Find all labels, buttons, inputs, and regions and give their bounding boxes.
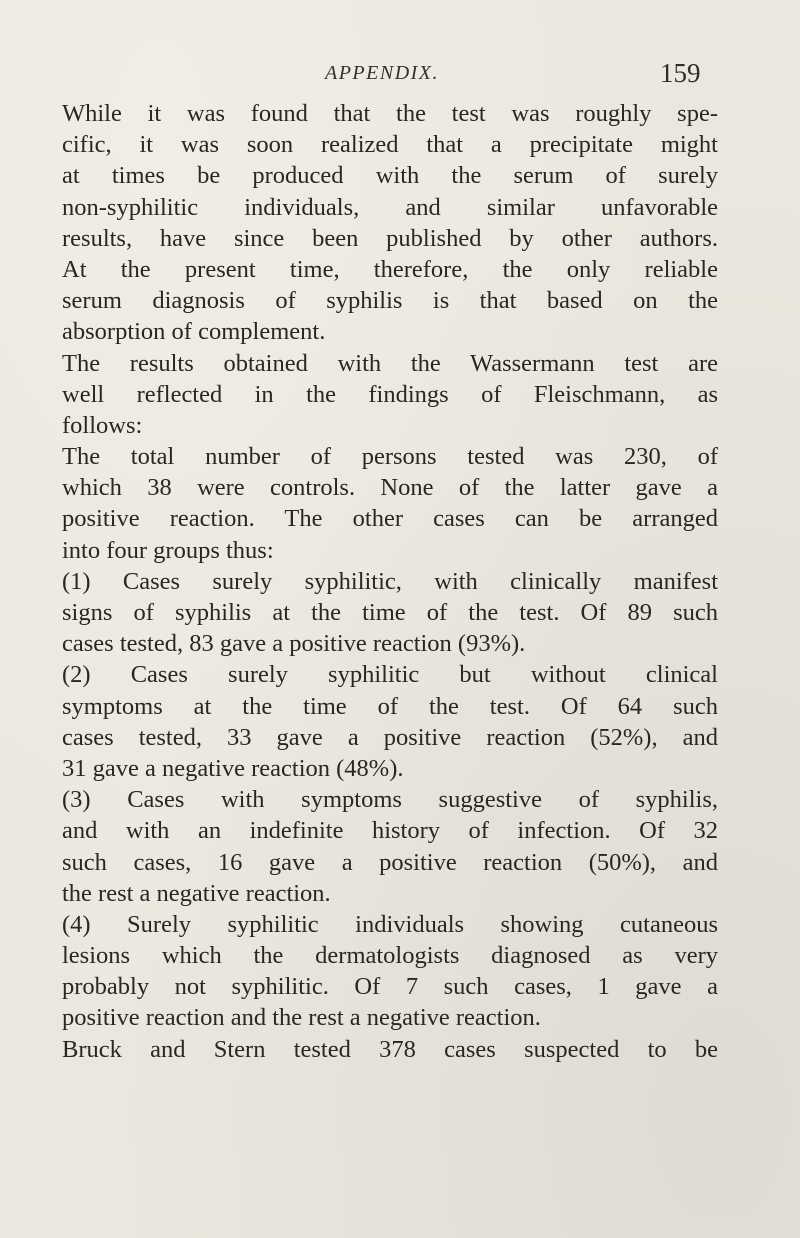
text-line: into four groups thus: <box>62 536 274 564</box>
text-line: serum diagnosis of syphilis is that based on the <box>62 287 718 315</box>
text-line: follows: <box>62 411 143 439</box>
text-line: 31 gave a negative reaction (48%). <box>62 754 404 782</box>
text-line: signs of syphilis at the time of the test. Of 89 such <box>62 599 718 626</box>
running-head <box>0 54 800 94</box>
text-line: cases tested, 83 gave a positive reaction (93%). <box>62 630 526 658</box>
text-line: probably not syphilitic. Of 7 such cases, 1 gave a <box>62 973 718 1001</box>
text-line: cases tested, 33 gave a positive reaction (52%), and <box>62 723 718 751</box>
text-line: lesions which the dermatologists diagnosed as very <box>62 942 718 970</box>
text-line: non-syphilitic individuals, and similar unfavorable <box>62 193 718 221</box>
page-number: 159 <box>660 58 701 88</box>
text-line: and with an indefinite history of infection. Of 32 <box>62 817 718 845</box>
text-line: (4) Surely syphilitic individuals showing cutaneous <box>62 910 718 938</box>
text-line: at times be produced with the serum of surely <box>62 162 718 190</box>
body-text <box>62 98 718 1065</box>
text-line: results, have since been published by other authors. <box>62 224 718 252</box>
text-line: well reflected in the findings of Fleischmann, as <box>62 380 718 408</box>
text-line: positive reaction. The other cases can be arranged <box>62 505 718 533</box>
text-line: the rest a negative reaction. <box>62 879 331 907</box>
text-line: cific, it was soon realized that a precipitate might <box>62 131 718 159</box>
text-line: While it was found that the test was roughly spe- <box>62 100 718 127</box>
text-line: symptoms at the time of the test. Of 64 such <box>62 692 718 720</box>
text-line: positive reaction and the rest a negative reaction. <box>62 1004 541 1032</box>
text-line: such cases, 16 gave a positive reaction (50%), and <box>62 848 718 876</box>
text-line: absorption of complement. <box>62 318 326 346</box>
text-line: which 38 were controls. None of the latter gave a <box>62 474 718 502</box>
running-head-title: APPENDIX. <box>325 62 440 84</box>
text-line: The total number of persons tested was 230, of <box>62 443 718 471</box>
text-line: (3) Cases with symptoms suggestive of syphilis, <box>62 786 718 814</box>
text-line: (2) Cases surely syphilitic but without clinical <box>62 661 718 689</box>
text-line: The results obtained with the Wassermann test are <box>62 349 718 377</box>
text-line: (1) Cases surely syphilitic, with clinically manifest <box>62 567 718 595</box>
text-line: At the present time, therefore, the only reliable <box>62 255 718 283</box>
text-line: Bruck and Stern tested 378 cases suspected to be <box>62 1035 718 1063</box>
